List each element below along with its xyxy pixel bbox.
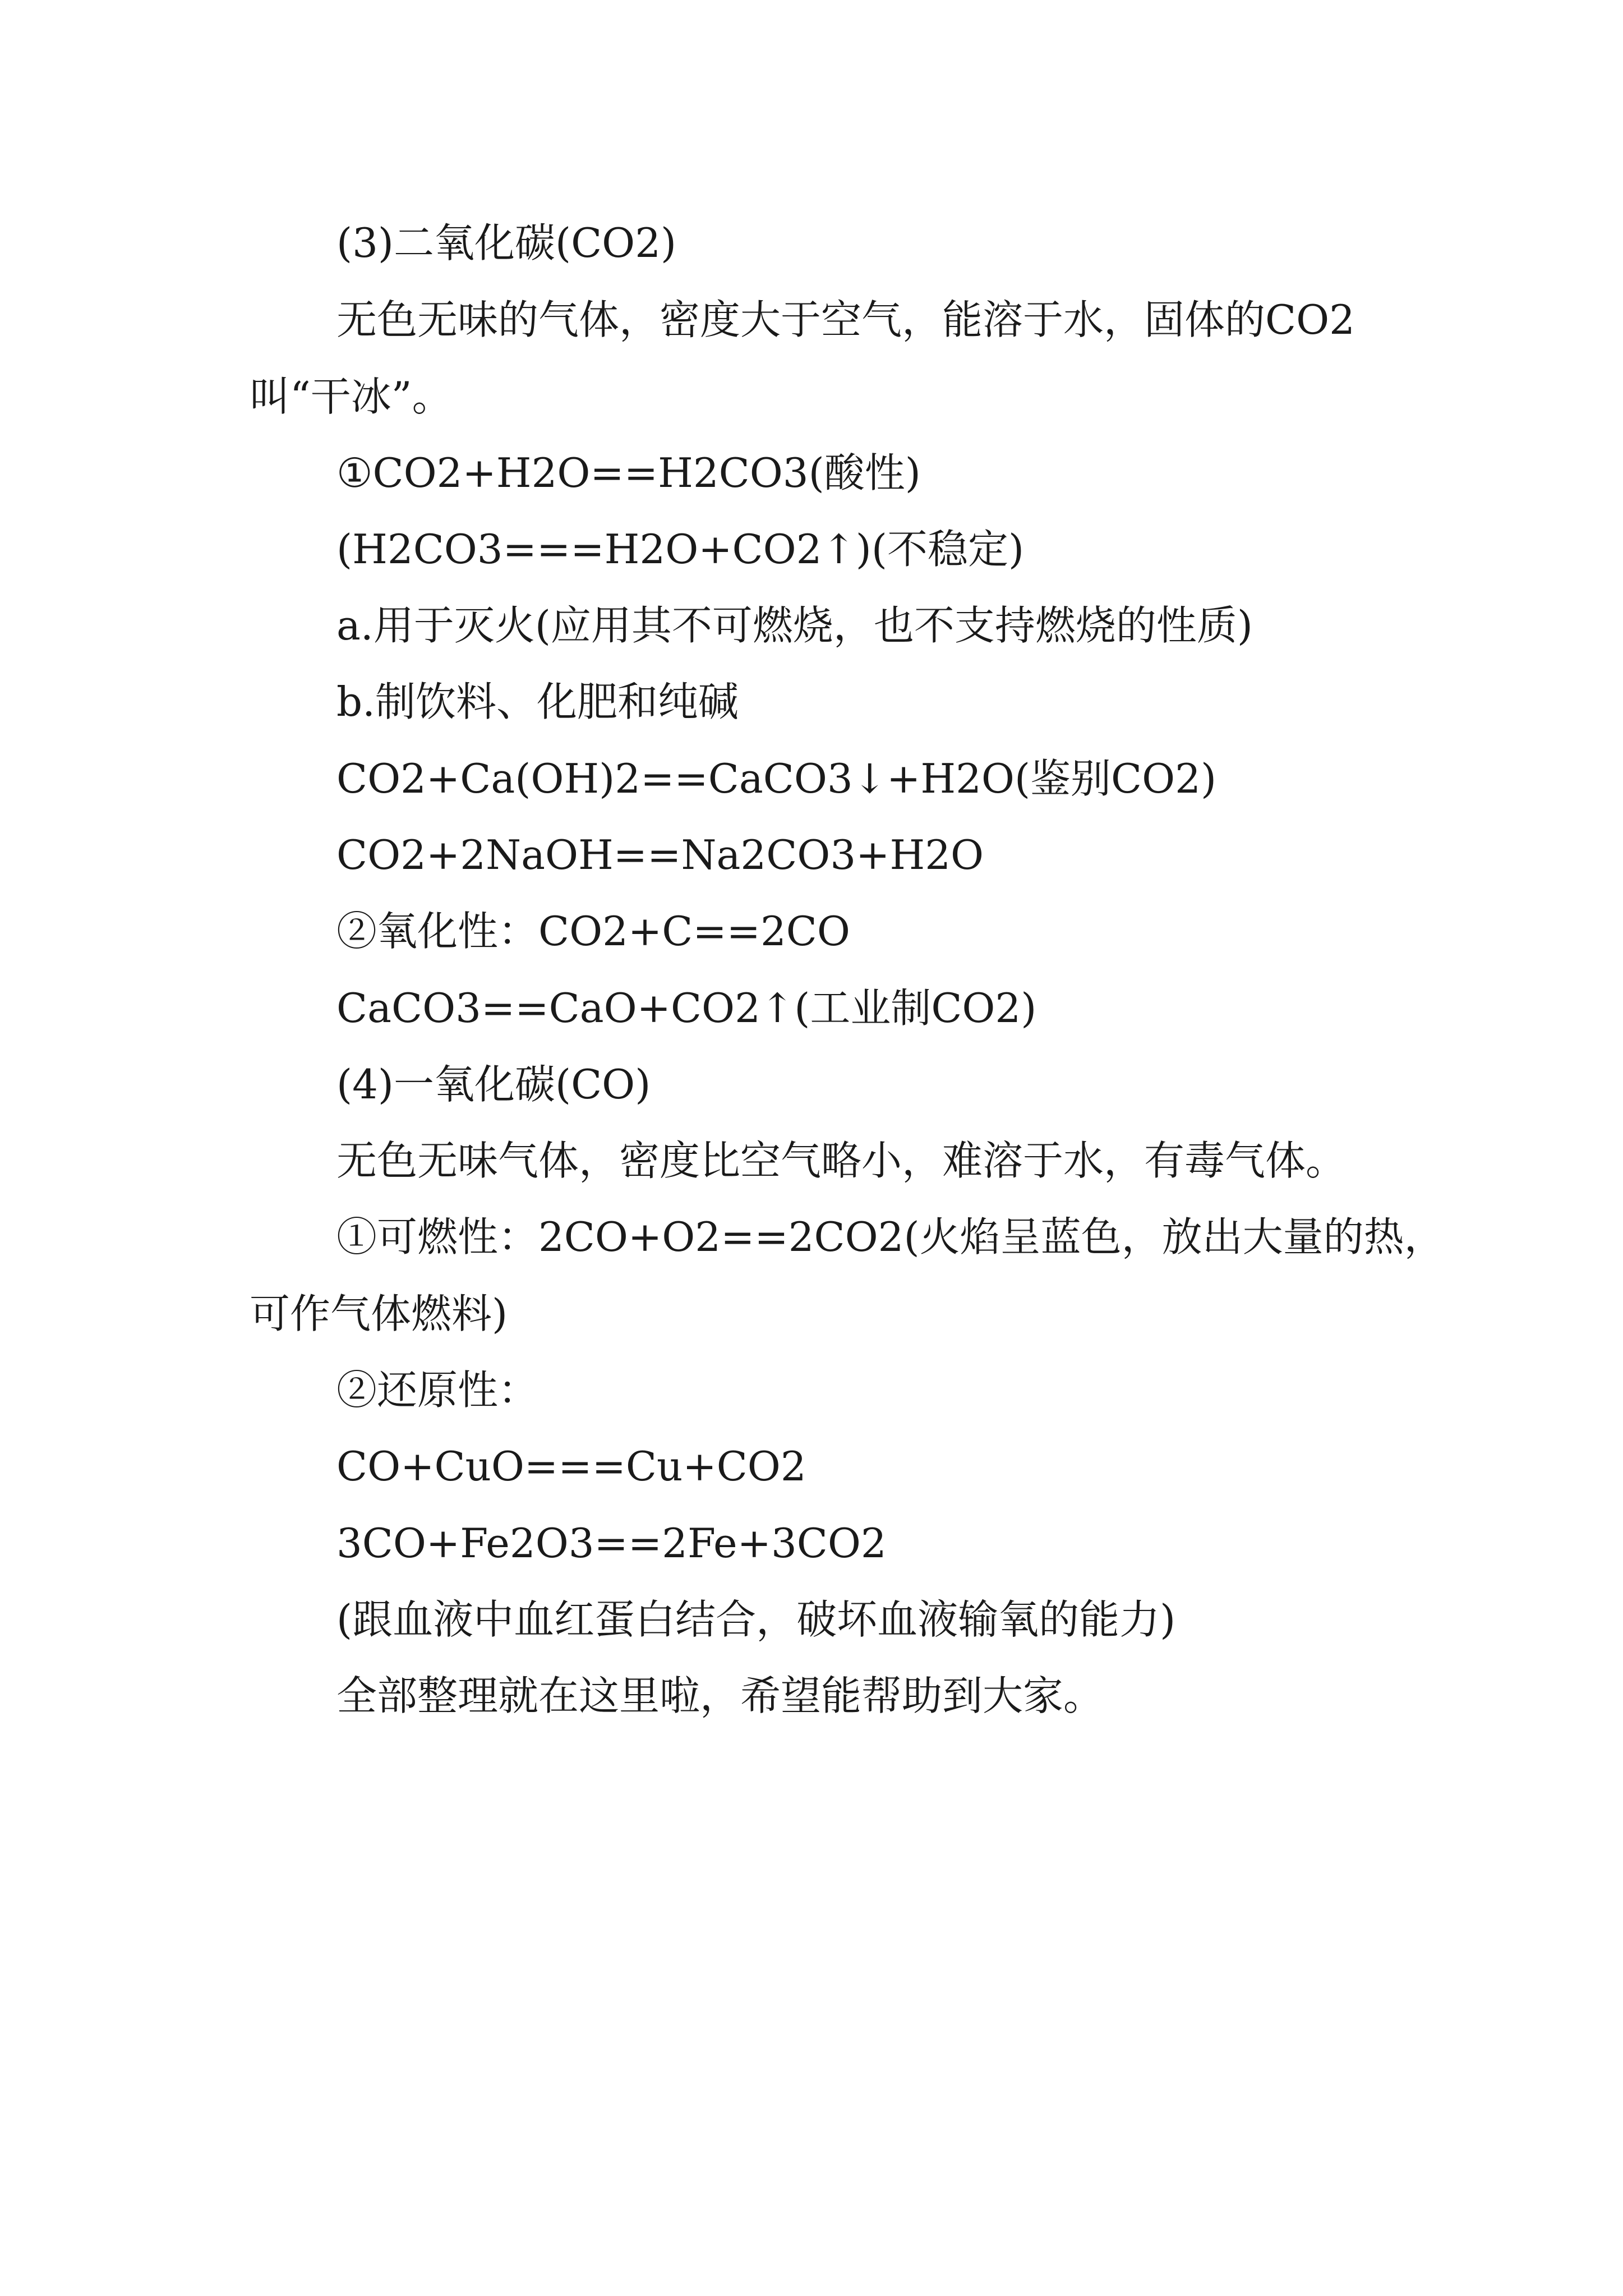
equation-line: CO2+Ca(OH)2==CaCO3↓+H2O(鉴别CO2) [336, 755, 1217, 802]
paragraph-line: ①可燃性：2CO+O2==2CO2(火焰呈蓝色，放出大量的热， [336, 1213, 1445, 1260]
equation-line: ①CO2+H2O==H2CO3(酸性) [336, 449, 921, 496]
paragraph-line: ②还原性： [336, 1366, 539, 1414]
equation-line: CO2+2NaOH==Na2CO3+H2O [336, 831, 984, 878]
section-heading-co: (4)一氧化碳(CO) [336, 1061, 651, 1108]
paragraph-line: a.用于灭火(应用其不可燃烧，也不支持燃烧的性质) [336, 602, 1253, 649]
paragraph-line: b.制饮料、化肥和纯碱 [336, 678, 739, 725]
paragraph-line: (跟血液中血红蛋白结合，破坏血液输氧的能力) [336, 1596, 1176, 1643]
paragraph-line: 无色无味的气体，密度大于空气，能溶于水，固体的CO2 [336, 296, 1355, 343]
equation-line: CaCO3==CaO+CO2↑(工业制CO2) [336, 984, 1037, 1032]
equation-line: ②氧化性：CO2+C==2CO [336, 908, 850, 955]
equation-line: 3CO+Fe2O3==2Fe+3CO2 [336, 1520, 887, 1567]
section-heading-co2: (3)二氧化碳(CO2) [336, 219, 677, 266]
equation-line: (H2CO3===H2O+CO2↑)(不稳定) [336, 526, 1025, 573]
paragraph-line: 无色无味气体，密度比空气略小，难溶于水，有毒气体。 [336, 1137, 1347, 1184]
closing-line: 全部整理就在这里啦，希望能帮助到大家。 [336, 1672, 1104, 1719]
paragraph-line: 叫“干冰”。 [250, 373, 453, 420]
equation-line: CO+CuO===Cu+CO2 [336, 1443, 806, 1490]
paragraph-line: 可作气体燃料) [250, 1290, 508, 1337]
